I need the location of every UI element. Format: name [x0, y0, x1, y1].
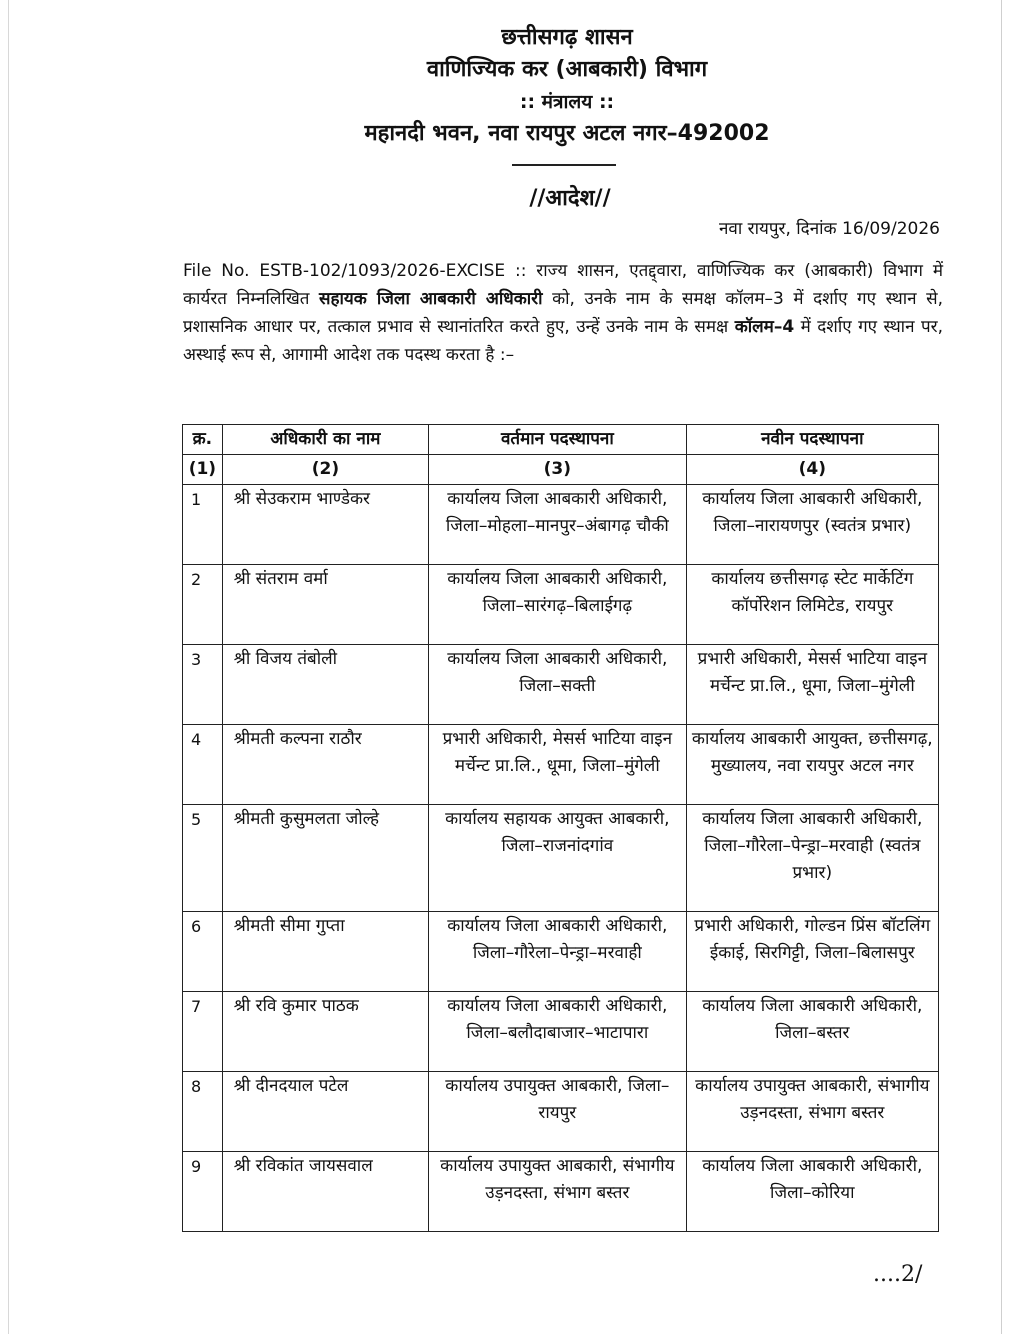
table-row	[183, 565, 939, 645]
officer-name-text: श्रीमती कुसुमलता जोल्हे	[233, 809, 379, 829]
officer-name-text: श्री सेउकराम भाण्डेकर	[233, 489, 370, 509]
current-posting	[429, 992, 687, 1072]
transfer-table	[182, 424, 939, 1232]
order-title: //आदेश//	[529, 186, 611, 211]
intro-text-2: को, उनके नाम के समक्ष कॉलम–3 में दर्शाए गए स्थान से, प्रशासनिक आधार पर, तत्काल प्रभाव से स्थानांतरित करते हुए, उन्हें उनके नाम के समक्ष	[183, 289, 943, 337]
current-posting-text: कार्यालय जिला आबकारी अधिकारी, जिला–सक्ती	[447, 649, 668, 696]
table-header-row	[183, 425, 939, 455]
officer-name-text: श्री रवि कुमार पाठक	[233, 996, 359, 1016]
row-sn: 7	[183, 992, 223, 1072]
table-row	[183, 485, 939, 565]
new-posting-text: कार्यालय उपायुक्त आबकारी, संभागीय उड़नदस्ता, संभाग बस्तर	[695, 1076, 930, 1123]
header-government: छत्तीसगढ़ शासन	[501, 25, 633, 50]
new-posting-text: कार्यालय जिला आबकारी अधिकारी, जिला–कोरिया	[702, 1156, 923, 1203]
current-posting	[429, 805, 687, 912]
current-posting	[429, 645, 687, 725]
officer-name	[222, 1072, 428, 1152]
current-posting-text: कार्यालय उपायुक्त आबकारी, जिला–रायपुर	[445, 1076, 670, 1123]
header-new-posting: नवीन पदस्थापना	[686, 425, 938, 455]
current-posting	[429, 565, 687, 645]
order-date: नवा रायपुर, दिनांक 16/09/2026	[718, 219, 940, 239]
page-edge-left	[8, 0, 9, 1334]
new-posting-text: कार्यालय छत्तीसगढ़ स्टेट मार्केटिंग कॉर्पोरेशन लिमिटेड, रायपुर	[711, 569, 914, 616]
officer-name-text: श्री संतराम वर्मा	[233, 569, 328, 589]
current-posting-text: प्रभारी अधिकारी, मेसर्स भाटिया वाइन मर्चेन्ट प्रा.लि., धूमा, जिला–मुंगेली	[442, 729, 673, 776]
current-posting	[429, 912, 687, 992]
new-posting	[686, 1152, 938, 1232]
table-row	[183, 645, 939, 725]
row-sn: 9	[183, 1152, 223, 1232]
current-posting	[429, 1072, 687, 1152]
header-address: महानदी भवन, नवा रायपुर अटल नगर–492002	[364, 121, 770, 146]
order-paragraph	[183, 257, 943, 369]
table-row	[183, 1072, 939, 1152]
current-posting-text: कार्यालय जिला आबकारी अधिकारी, जिला–गौरेला–पेन्ड्रा–मरवाही	[447, 916, 668, 963]
table-column-number-row	[183, 455, 939, 485]
current-posting-text: कार्यालय सहायक आयुक्त आबकारी, जिला–राजनांदगांव	[445, 809, 670, 856]
officer-name-text: श्रीमती कल्पना राठौर	[233, 729, 362, 749]
officer-name	[222, 645, 428, 725]
officer-name-text: श्री रविकांत जायसवाल	[233, 1156, 373, 1176]
new-posting-text: प्रभारी अधिकारी, मेसर्स भाटिया वाइन मर्चेन्ट प्रा.लि., धूमा, जिला–मुंगेली	[697, 649, 928, 696]
row-sn: 6	[183, 912, 223, 992]
page-edge-right	[1001, 0, 1002, 1334]
new-posting-text: कार्यालय आबकारी आयुक्त, छत्तीसगढ़, मुख्यालय, नवा रायपुर अटल नगर	[691, 729, 933, 776]
header-sn: क्र.	[183, 425, 223, 455]
header-ministry: :: मंत्रालय ::	[519, 91, 615, 113]
table-row	[183, 1152, 939, 1232]
new-posting	[686, 485, 938, 565]
row-sn: 2	[183, 565, 223, 645]
officer-name-text: श्रीमती सीमा गुप्ता	[233, 916, 345, 936]
new-posting-text: प्रभारी अधिकारी, गोल्डन प्रिंस बॉटलिंग ईकाई, सिरगिट्टी, जिला–बिलासपुर	[694, 916, 931, 963]
table-row	[183, 805, 939, 912]
row-sn: 4	[183, 725, 223, 805]
col-number-4: (4)	[686, 455, 938, 485]
new-posting	[686, 912, 938, 992]
current-posting-text: कार्यालय उपायुक्त आबकारी, संभागीय उड़नदस्ता, संभाग बस्तर	[440, 1156, 675, 1203]
current-posting-text: कार्यालय जिला आबकारी अधिकारी, जिला–मोहला–मानपुर–अंबागढ़ चौकी	[445, 489, 669, 536]
col-number-1: (1)	[183, 455, 223, 485]
document-header	[0, 22, 1024, 150]
col-number-3: (3)	[429, 455, 687, 485]
header-officer-name: अधिकारी का नाम	[222, 425, 428, 455]
current-posting	[429, 1152, 687, 1232]
current-posting-text: कार्यालय जिला आबकारी अधिकारी, जिला–बलौदाबाजार–भाटापारा	[447, 996, 668, 1043]
officer-name-text: श्री दीनदयाल पटेल	[233, 1076, 349, 1096]
page-continuation-marker: ....2/	[873, 1262, 923, 1287]
officer-name-text: श्री विजय तंबोली	[233, 649, 338, 669]
new-posting	[686, 1072, 938, 1152]
new-posting-text: कार्यालय जिला आबकारी अधिकारी, जिला–बस्तर	[702, 996, 923, 1043]
current-posting	[429, 485, 687, 565]
header-current-posting: वर्तमान पदस्थापना	[429, 425, 687, 455]
new-posting	[686, 992, 938, 1072]
officer-name	[222, 992, 428, 1072]
new-posting-text: कार्यालय जिला आबकारी अधिकारी, जिला–गौरेला–पेन्ड्रा–मरवाही (स्वतंत्र प्रभार)	[702, 809, 923, 883]
table-row	[183, 725, 939, 805]
table-row	[183, 912, 939, 992]
row-sn: 1	[183, 485, 223, 565]
intro-text-3: में दर्शाए गए स्थान पर, अस्थाई रूप से, आगामी आदेश तक पदस्थ करता है :–	[183, 317, 943, 365]
header-divider	[512, 164, 616, 166]
row-sn: 5	[183, 805, 223, 912]
officer-name	[222, 805, 428, 912]
officer-name	[222, 912, 428, 992]
new-posting	[686, 565, 938, 645]
row-sn: 8	[183, 1072, 223, 1152]
new-posting	[686, 645, 938, 725]
officer-name	[222, 725, 428, 805]
header-department: वाणिज्यिक कर (आबकारी) विभाग	[426, 57, 708, 82]
officer-name	[222, 1152, 428, 1232]
intro-text-1: File No. ESTB-102/1093/2026-EXCISE :: राज्य शासन, एतद्द्वारा, वाणिज्यिक कर (आबकारी) विभाग में कार्यरत निम्नलिखित	[183, 261, 943, 309]
officer-name	[222, 485, 428, 565]
intro-bold-designation: सहायक जिला आबकारी अधिकारी	[319, 289, 543, 309]
row-sn: 3	[183, 645, 223, 725]
col-number-2: (2)	[222, 455, 428, 485]
new-posting-text: कार्यालय जिला आबकारी अधिकारी, जिला–नारायणपुर (स्वतंत्र प्रभार)	[702, 489, 923, 536]
new-posting	[686, 805, 938, 912]
intro-bold-column: कॉलम–4	[734, 317, 795, 337]
current-posting	[429, 725, 687, 805]
officer-name	[222, 565, 428, 645]
current-posting-text: कार्यालय जिला आबकारी अधिकारी, जिला–सारंगढ़–बिलाईगढ़	[447, 569, 668, 616]
new-posting	[686, 725, 938, 805]
table-row	[183, 992, 939, 1072]
